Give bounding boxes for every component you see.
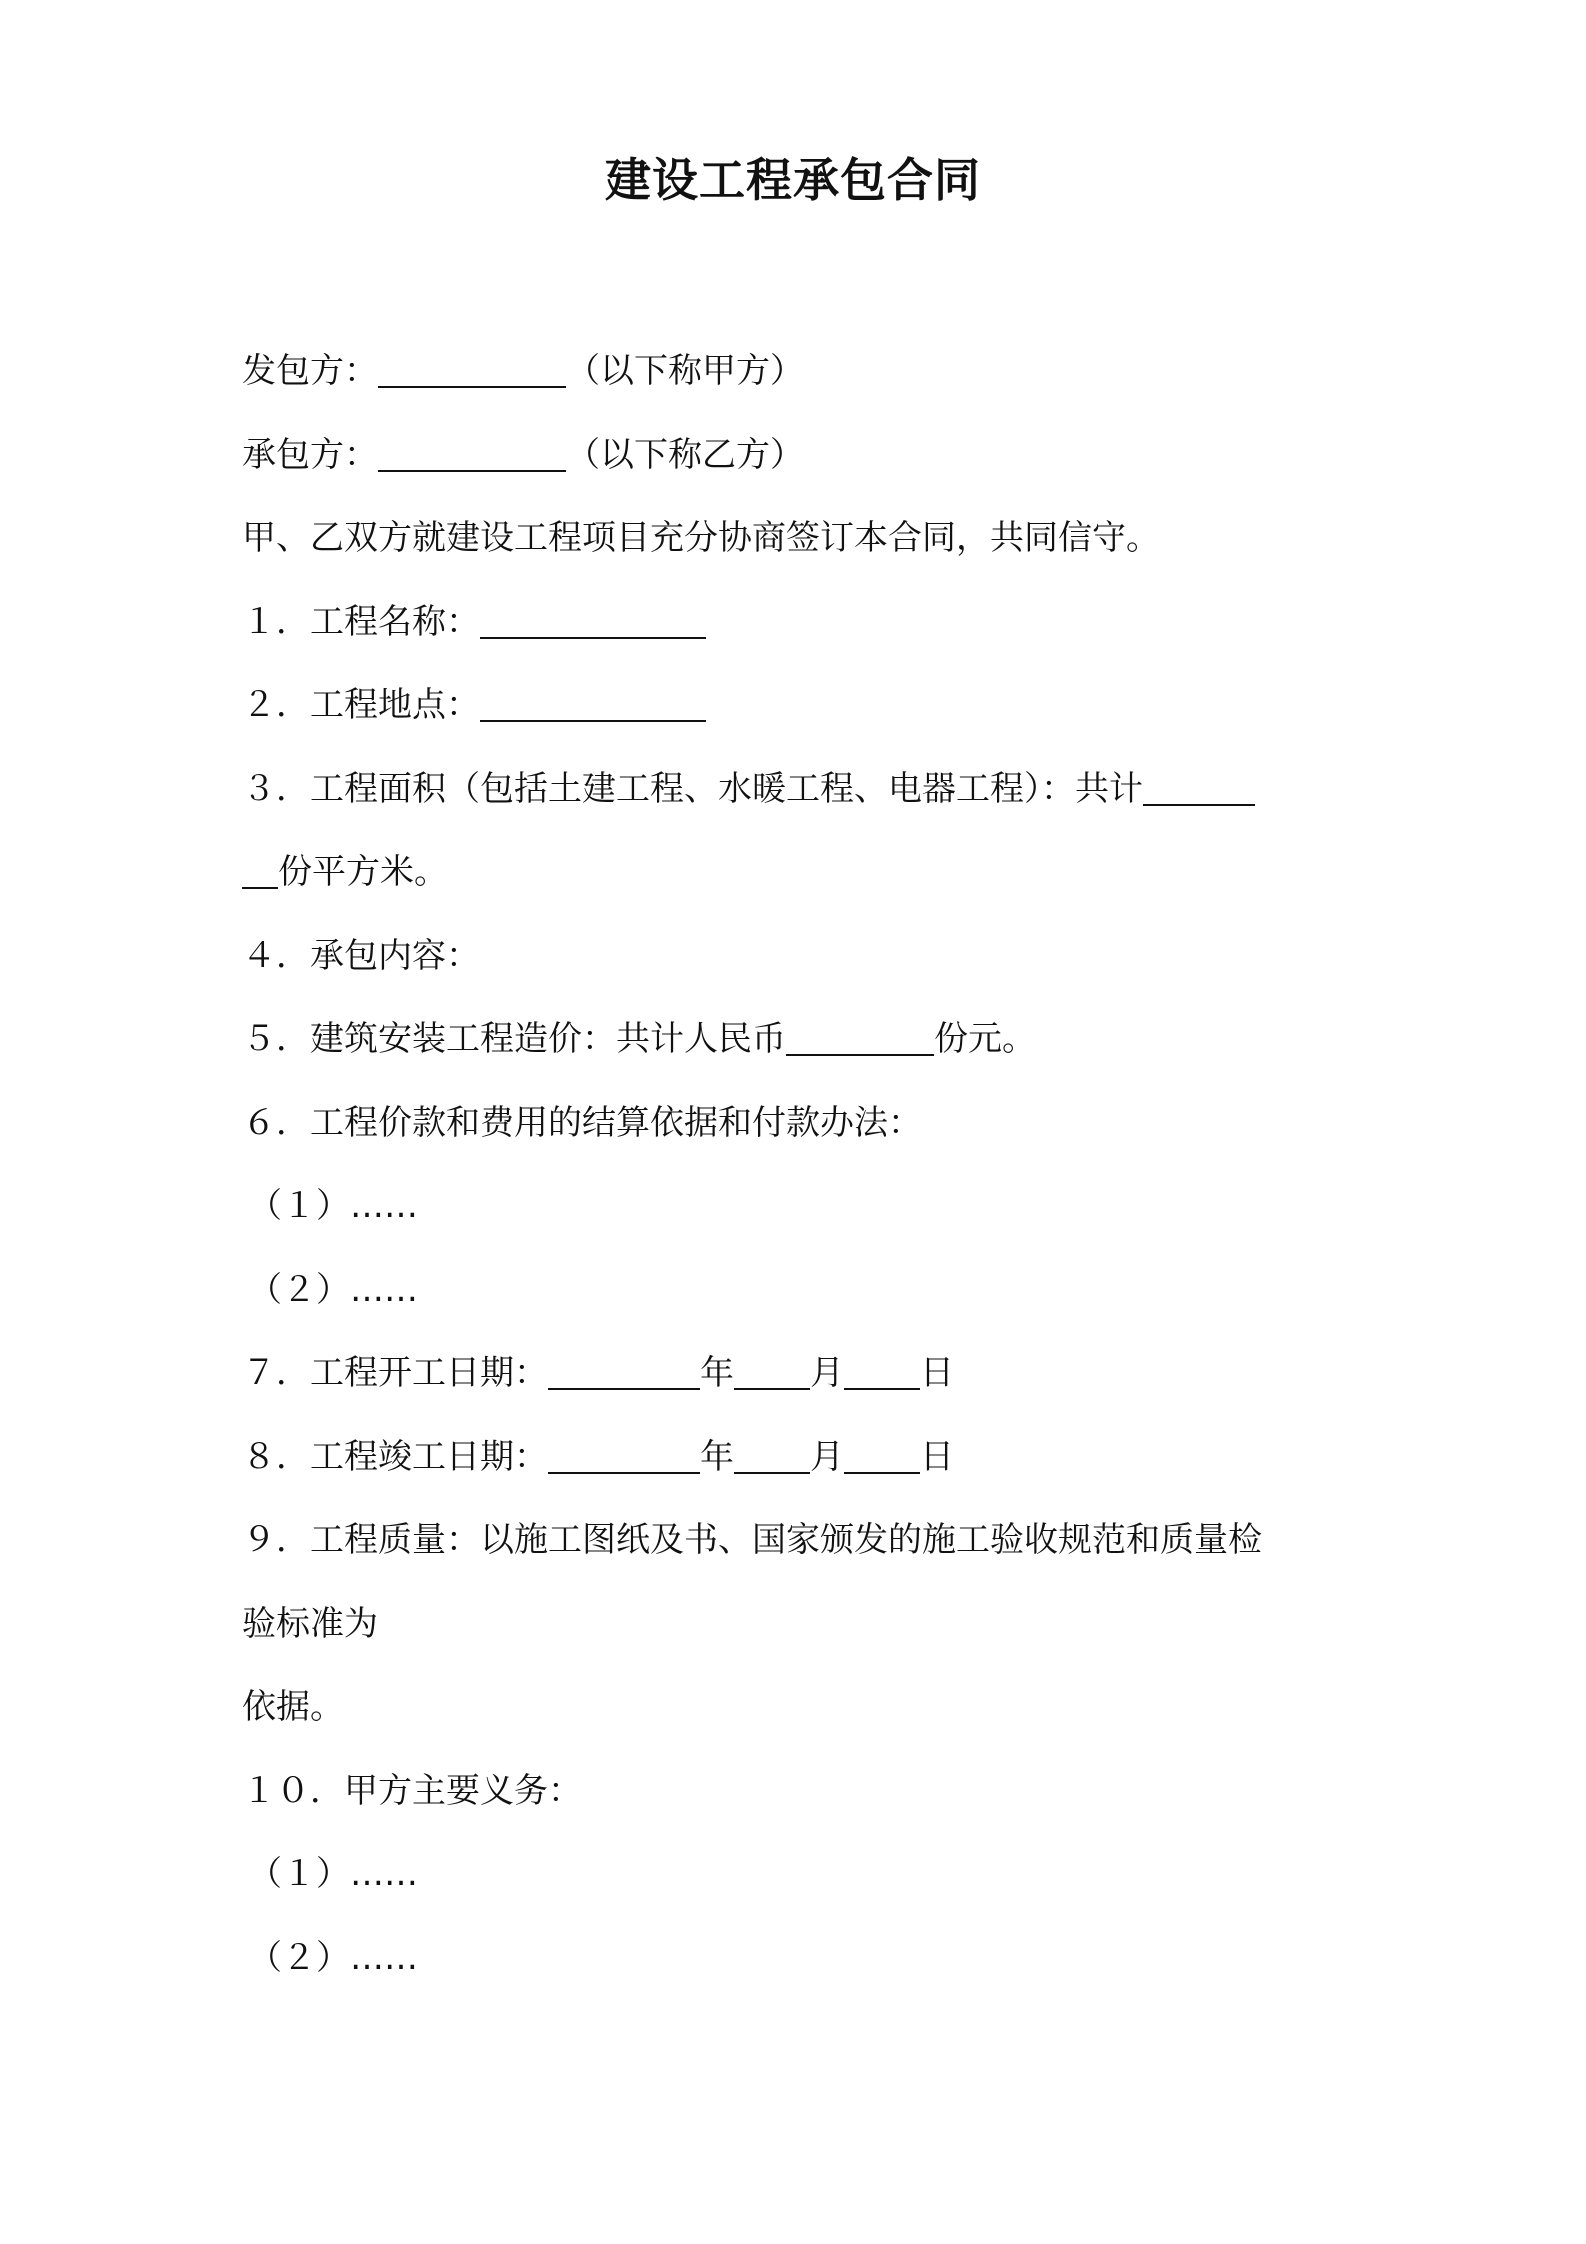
- quality-line: ９．工程质量：以施工图纸及书、国家颁发的施工验收规范和质量检: [242, 1520, 1262, 1560]
- completion-date-year-blank: [548, 1436, 700, 1474]
- construction-cost-blank: [786, 1018, 934, 1056]
- start-date-day-blank: [844, 1352, 920, 1390]
- contractor-alias: （以下称乙方）: [566, 434, 804, 475]
- project-area-blank-continued: [242, 851, 278, 889]
- employer-obligation-item-2: （２）……: [248, 1937, 418, 1978]
- employer-obligations-heading: １０．甲方主要义务：: [242, 1770, 582, 1811]
- project-name-line: [242, 581, 1362, 665]
- project-name-label: １．工程名称：: [242, 601, 480, 642]
- contractor-blank: [378, 434, 566, 472]
- settlement-heading-line: ６．工程价款和费用的结算依据和付款办法：: [242, 1102, 922, 1143]
- completion-date-year-label: 年: [700, 1436, 734, 1477]
- start-date-month-label: 月: [810, 1353, 844, 1393]
- quality-line-continued: 验标准为: [242, 1603, 378, 1644]
- project-location-label: ２．工程地点：: [242, 685, 480, 725]
- completion-date-day-blank: [844, 1436, 920, 1474]
- construction-cost-label: ５．建筑安装工程造价：共计人民币: [242, 1019, 786, 1059]
- completion-date-month-blank: [734, 1436, 810, 1474]
- project-area-label: ３．工程面积（包括土建工程、水暖工程、电器工程）：共计: [242, 768, 1143, 809]
- completion-date-month-label: 月: [810, 1436, 844, 1477]
- employer-line: [242, 330, 1362, 414]
- contract-body: [242, 330, 1362, 2000]
- project-area-unit: 份平方米。: [278, 852, 448, 892]
- project-area-line: [242, 748, 1362, 832]
- start-date-day-label: 日: [920, 1353, 954, 1393]
- completion-date-day-label: 日: [920, 1436, 954, 1477]
- completion-date-label: ８．工程竣工日期：: [242, 1436, 548, 1477]
- construction-cost-line: [242, 998, 1362, 1082]
- construction-cost-unit: 份元。: [934, 1019, 1036, 1059]
- contractor-line: [242, 414, 1362, 498]
- contract-scope-line: ４．承包内容：: [242, 935, 480, 976]
- project-location-line: [242, 664, 1362, 748]
- preamble-line: 甲、乙双方就建设工程项目充分协商签订本合同，共同信守。: [242, 518, 1160, 558]
- contractor-label: 承包方：: [242, 434, 378, 475]
- employer-label: 发包方：: [242, 351, 378, 391]
- project-name-blank: [480, 601, 706, 639]
- employer-alias: （以下称甲方）: [566, 351, 804, 391]
- start-date-label: ７．工程开工日期：: [242, 1353, 548, 1393]
- completion-date-line: [242, 1416, 1362, 1500]
- project-location-blank: [480, 684, 706, 722]
- project-area-continued-line: [242, 831, 1362, 915]
- start-date-year-label: 年: [700, 1353, 734, 1393]
- employer-obligation-item-1: （１）……: [248, 1854, 418, 1894]
- start-date-year-blank: [548, 1352, 700, 1390]
- document-title: 建设工程承包合同: [605, 153, 981, 207]
- start-date-month-blank: [734, 1352, 810, 1390]
- start-date-line: [242, 1332, 1362, 1416]
- project-area-blank: [1143, 768, 1255, 806]
- quality-line-end: 依据。: [242, 1687, 344, 1727]
- employer-blank: [378, 350, 566, 388]
- settlement-item-2: （２）……: [248, 1269, 418, 1310]
- settlement-item-1: （１）……: [248, 1186, 418, 1226]
